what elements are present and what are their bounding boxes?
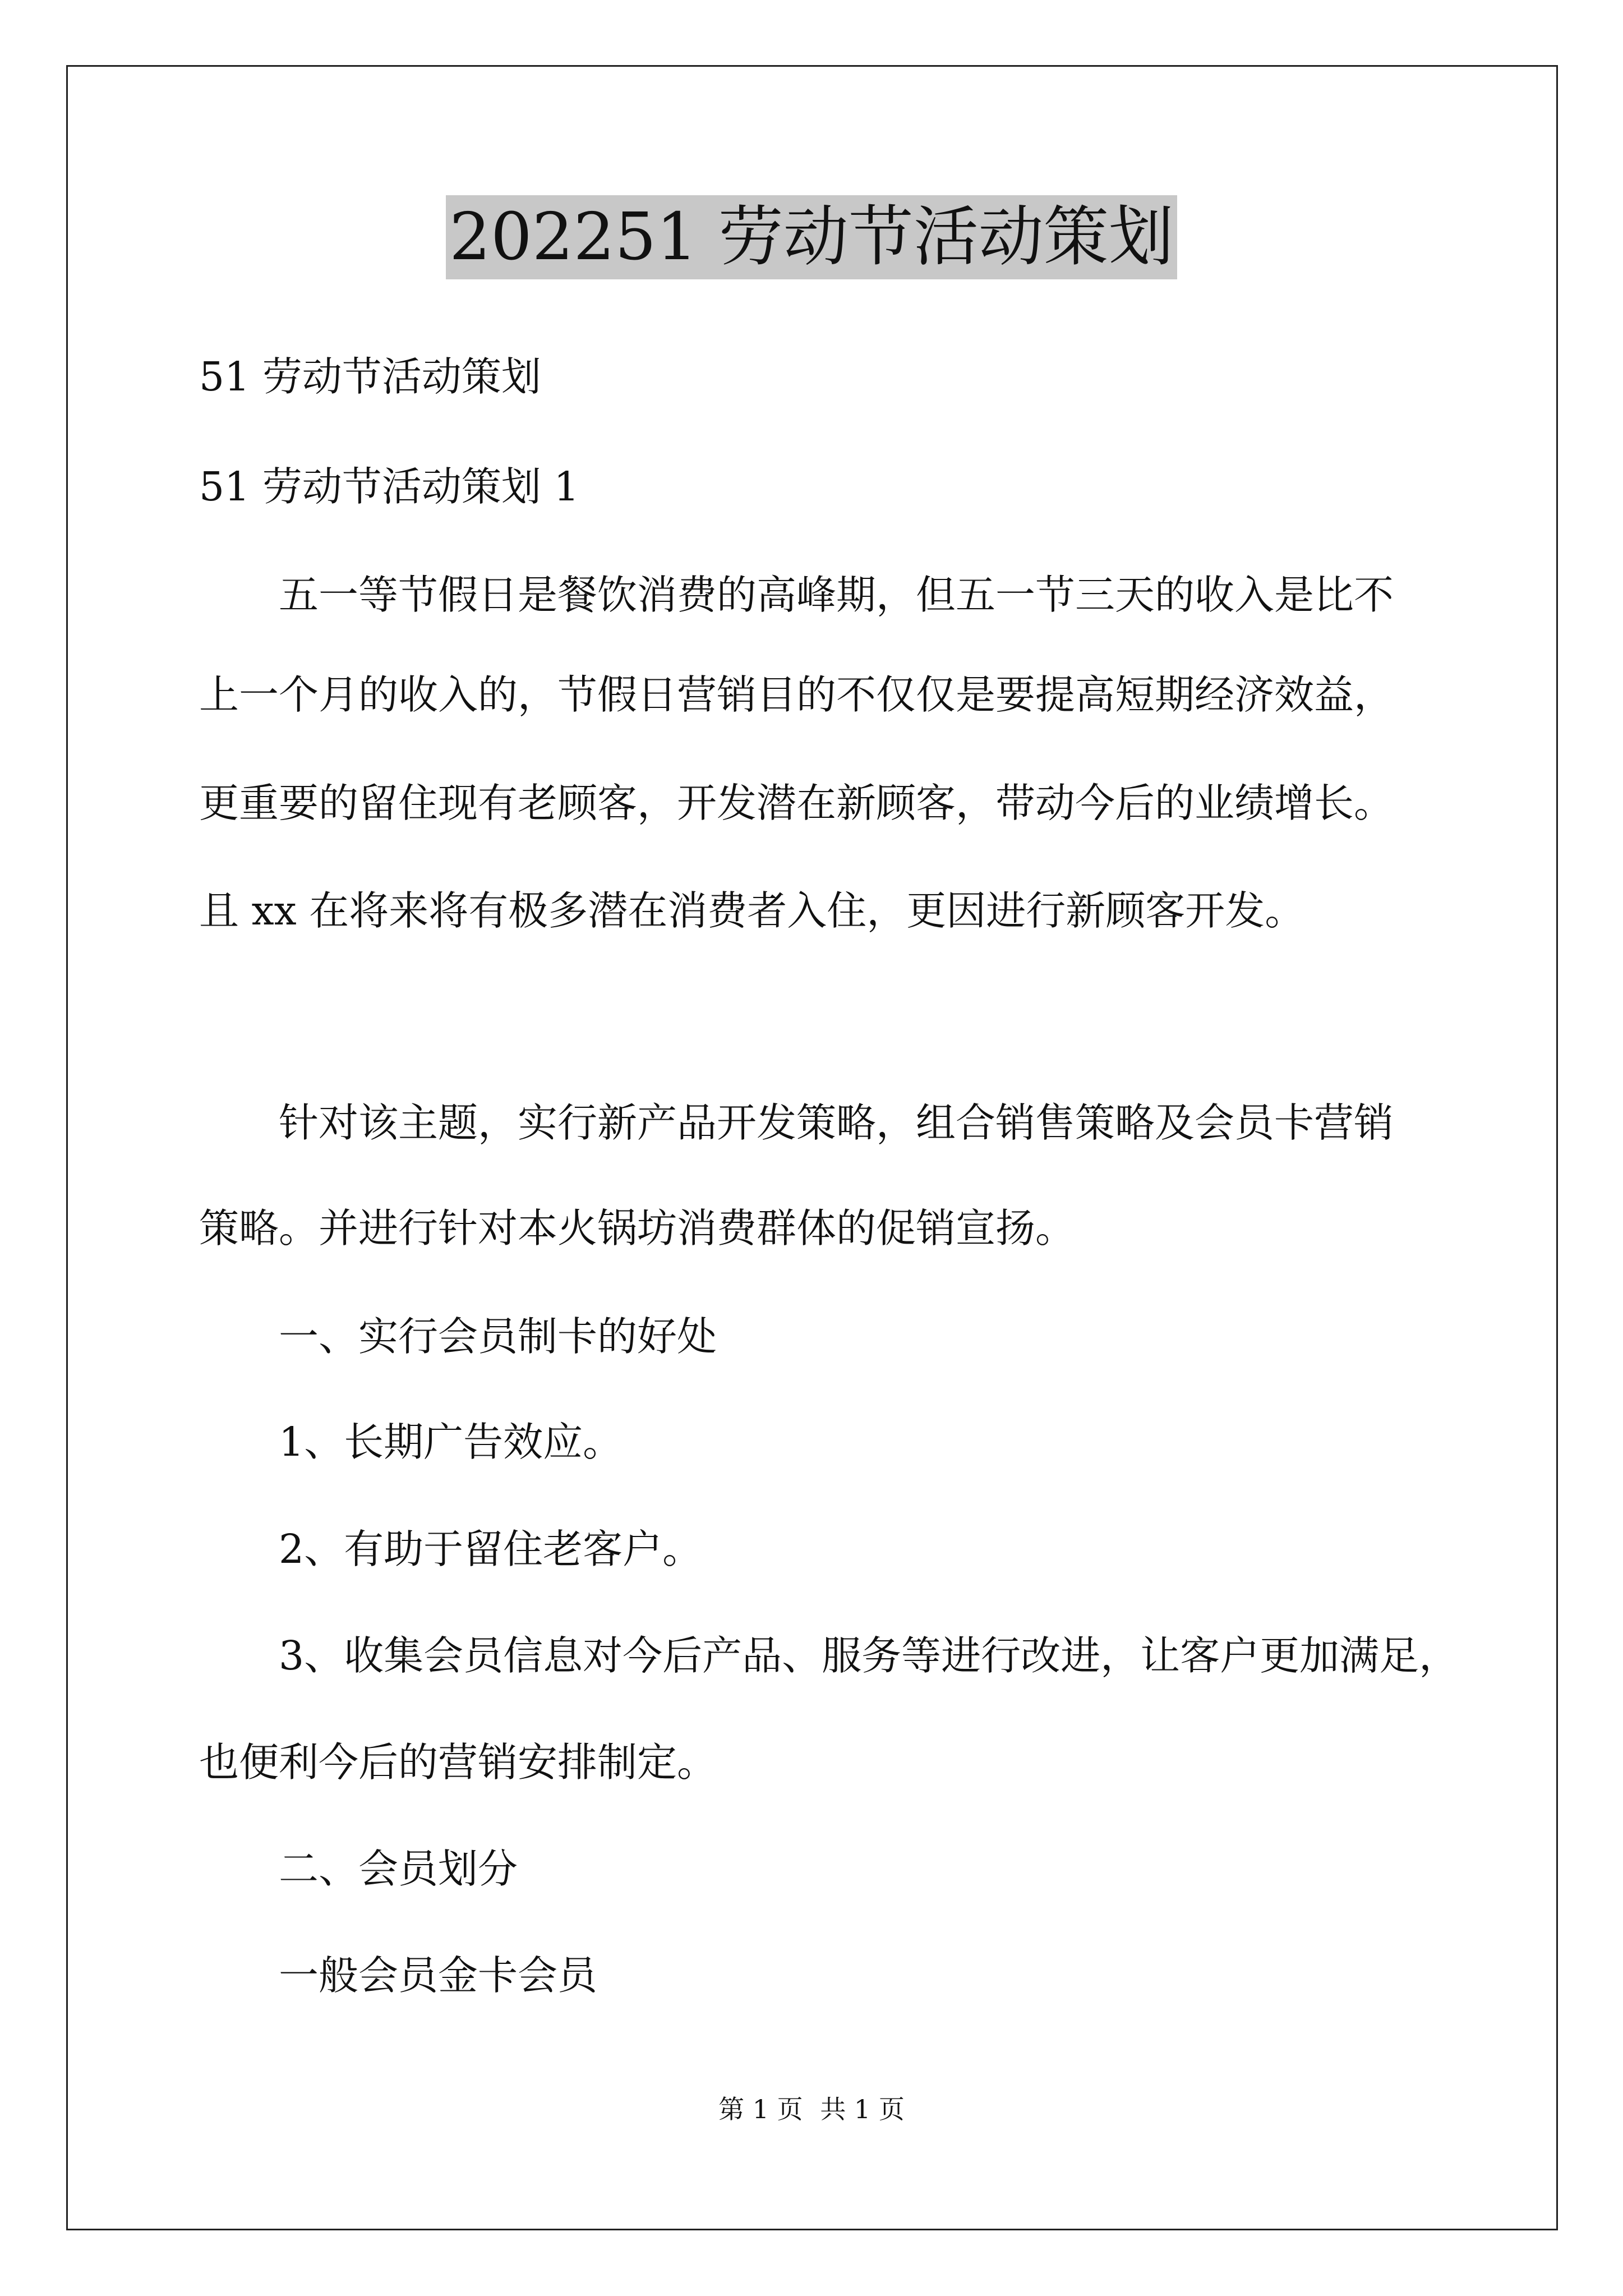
body-line: 2、有助于留住老客户。 xyxy=(199,1526,703,1572)
body-line: 1、长期广告效应。 xyxy=(199,1419,623,1465)
body-line: 针对该主题，实行新产品开发策略，组合销售策略及会员卡营销 xyxy=(199,1099,1394,1146)
page-total: 共 1 页 xyxy=(820,2094,905,2124)
body-line: 51 劳动节活动策划 1 xyxy=(199,463,579,510)
body-line: 更重要的留住现有老顾客，开发潜在新顾客，带动今后的业绩增长。 xyxy=(199,780,1394,826)
document-title: 202251 劳动节活动策划 xyxy=(446,195,1177,279)
body-line: 五一等节假日是餐饮消费的高峰期，但五一节三天的收入是比不 xyxy=(199,572,1394,618)
body-line: 且 xx 在将来将有极多潜在消费者入住，更因进行新顾客开发。 xyxy=(199,887,1305,934)
body-line: 也便利今后的营销安排制定。 xyxy=(199,1739,717,1786)
page-number: 第 1 页 xyxy=(718,2094,803,2124)
body-line: 二、会员划分 xyxy=(199,1846,518,1892)
body-line: 一般会员金卡会员 xyxy=(199,1952,598,1999)
body-line: 3、收集会员信息对今后产品、服务等进行改进，让客户更加满足， xyxy=(199,1632,1459,1679)
body-line: 一、实行会员制卡的好处 xyxy=(199,1313,717,1360)
body-line: 策略。并进行针对本火锅坊消费群体的促销宣扬。 xyxy=(199,1205,1076,1251)
body-line: 上一个月的收入的，节假日营销目的不仅仅是要提高短期经济效益， xyxy=(199,671,1394,718)
body-line: 51 劳动节活动策划 xyxy=(199,353,541,400)
title-wrap xyxy=(0,195,1623,279)
page-footer xyxy=(0,2092,1623,2126)
